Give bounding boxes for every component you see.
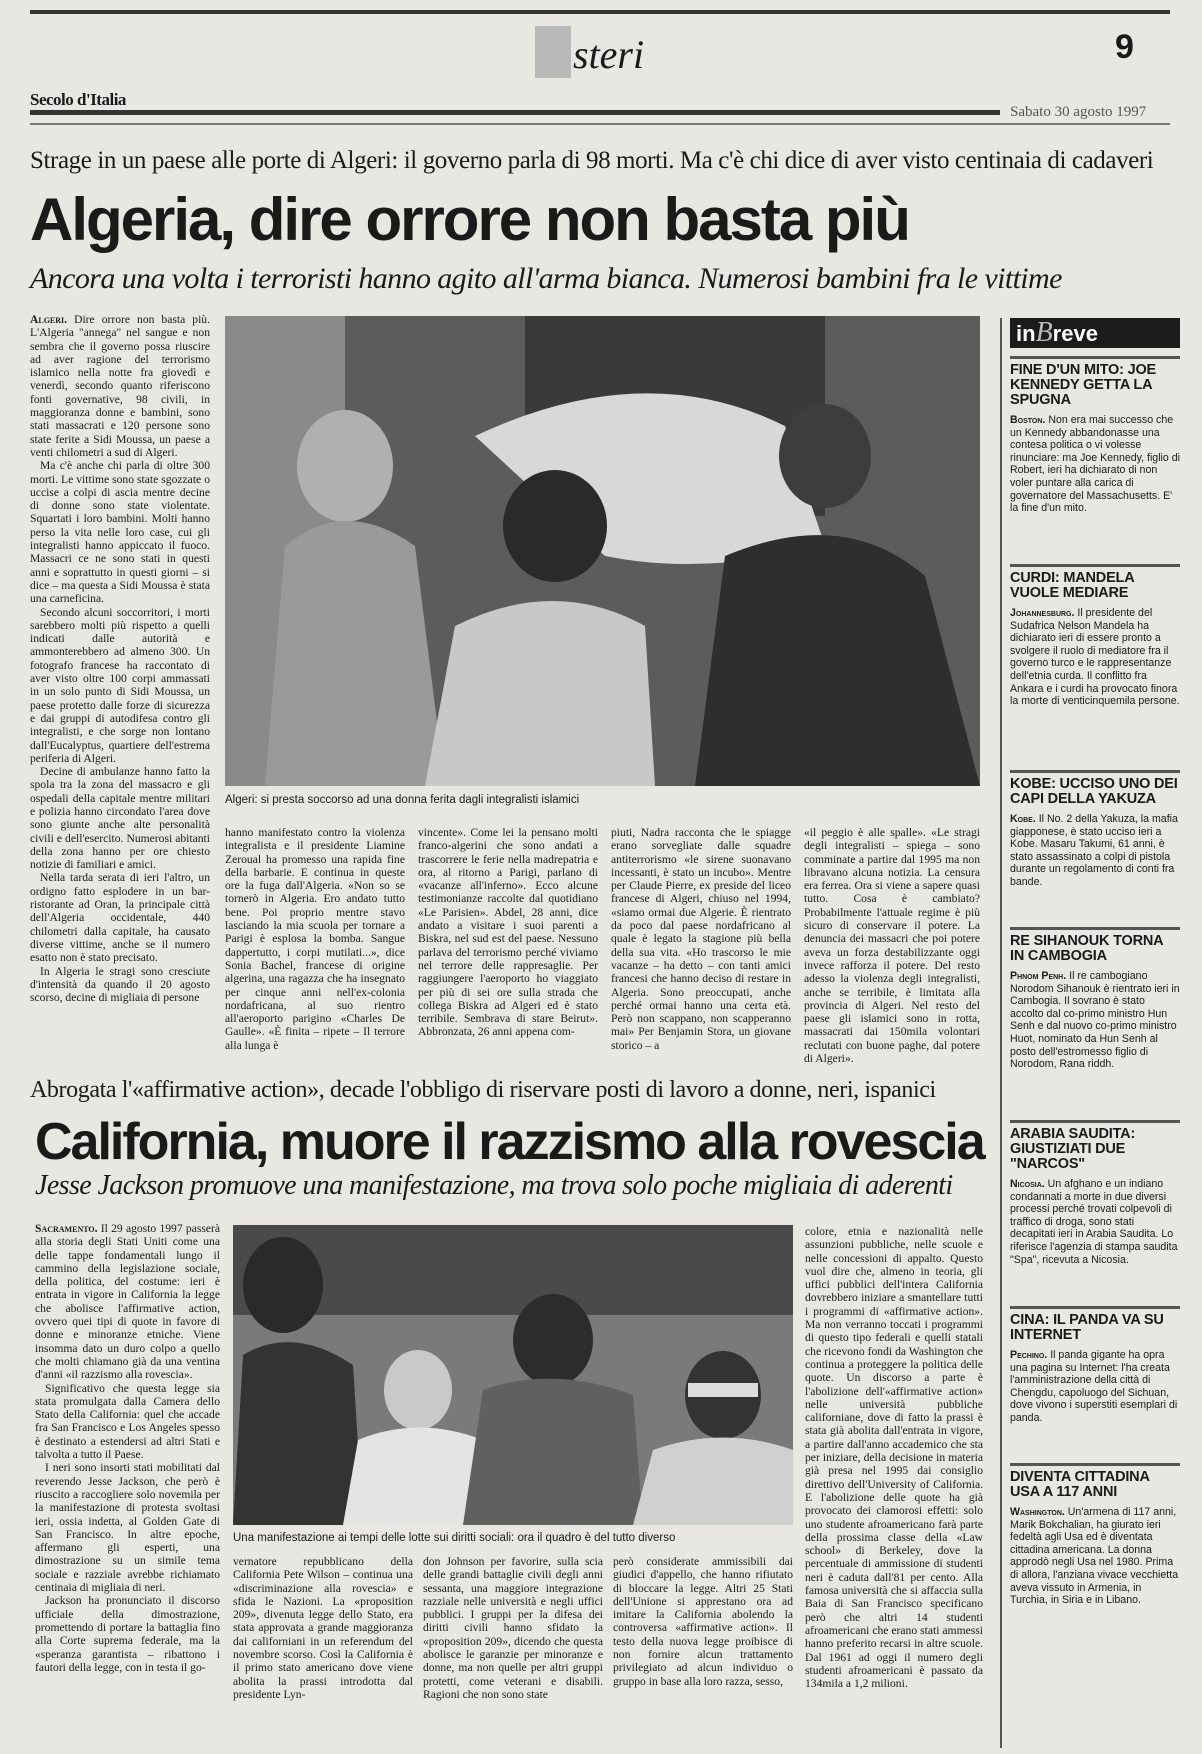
section-title xyxy=(535,26,644,86)
brief-dateline: Johannesburg. xyxy=(1010,607,1075,619)
brief-divider xyxy=(1010,927,1180,930)
brief-dateline: Kobe. xyxy=(1010,813,1036,825)
brief-item xyxy=(1010,356,1180,564)
brief-divider xyxy=(1010,1306,1180,1309)
story1-kicker: Strage in un paese alle porte di Algeri: il governo parla di 98 morti. Ma c'è chi dice di aver visto centinaia di cadaveri xyxy=(30,147,1154,174)
story2-col1-p2: Significativo che questa legge sia stata promulgata dalla Camera dello Stato della California: quel che accade fra San Francisco e Los Angeles spesso è destinato a estendersi ad altri Stati e talvolta a tutto il Paese. xyxy=(35,1381,220,1462)
brief-body: Il No. 2 della Yakuza, la mafia giapponese, è stato ucciso ieri a Kobe. Masaru Takumi, 61 anni, è stato assassinato a colpi di pistola durante un regolamento di conti fra bande. xyxy=(1010,813,1178,888)
story1-col4-text: piuti, Nadra racconta che le spiagge erano sorvegliate dalle squadre antiterrorismo «le sirene suonavano incessanti, è stato un incubo». Mentre per Claude Pierre, ex preside del liceo francese di Algeri, chiuso nel 1994, «siamo ormai due Algerie. È rientrato da poco dal paese nordafricano al quale è legato la stagione più bella della sua vita. «Ho trascorso le mie vacanze – ha detto – con tanti amici francesi che hanno deciso di restare in Algeria. Sono preoccupati, anche perché ormai hanno una certa età. Però non scappano, non scapperanno mai» Per Benjamin Stora, un giovane storico – a xyxy=(611,826,791,1052)
brief-item xyxy=(1010,1120,1180,1306)
story1-column-5 xyxy=(804,826,980,1066)
section-initial-block xyxy=(535,26,571,78)
brief-dateline: Boston. xyxy=(1010,414,1046,426)
brief-dateline: Pechino. xyxy=(1010,1349,1048,1361)
story1-col3-text: vincente». Come lei la pensano molti franco-algerini che sono andati a trascorrere le ferie nella madrepatria e ora, al ritorno a Parigi, parlano di «vacanze all'inferno». Ecco alcune testimonianze raccolte dal quotidiano «Le Parisien». Abdel, 28 anni, dice andato a visitare i suoi parenti a Biskra, nel sud est del paese. Nessuno parlava del terrorismo perché viviamo nel terrore delle rappresaglie. Per raggiungere l'aeroporto ho viaggiato per più di sei ore sulla strada che collega Biskra ad Algeri ed è stato terribile. Sembrava di stare Beirut». Abbronzata, 26 anni appena com- xyxy=(418,826,598,1039)
brief-divider xyxy=(1010,356,1180,359)
page-number: 9 xyxy=(1115,28,1134,66)
story1-deck: Ancora una volta i terroristi hanno agito all'arma bianca. Numerosi bambini fra le vittime xyxy=(30,262,1062,295)
paper-name: Secolo d'Italia xyxy=(30,90,126,109)
issue-date: Sabato 30 agosto 1997 xyxy=(1010,104,1147,120)
story1-column-3 xyxy=(418,826,598,1056)
story1-photo-caption: Algeri: si presta soccorso ad una donna ferita dagli integralisti islamici xyxy=(225,794,580,806)
story1-dateline: Algeri. xyxy=(30,313,68,326)
brief-body: Un'armena di 117 anni, Marik Bokchalian, ha giurato ieri fedeltà agli Usa ed è diventata cittadina americana. La donna approdò negli Usa nel 1980. Prima di allora, l'anziana vivace vecchietta aveva vissuto in Armenia, in Turchia, in Siria e in Libano. xyxy=(1010,1506,1179,1607)
brief-headline: DIVENTA CITTADINA USA A 117 ANNI xyxy=(1010,1469,1150,1500)
masthead-thin-rule xyxy=(30,123,1170,125)
brief-headline: CURDI: MANDELA VUOLE MEDIARE xyxy=(1010,570,1134,601)
brief-dateline: Nicosia. xyxy=(1010,1178,1045,1190)
story1-column-4 xyxy=(611,826,791,1056)
brief-divider xyxy=(1010,770,1180,773)
in-breve-title-in: in xyxy=(1016,321,1036,346)
story2-deck: Jesse Jackson promuove una manifestazione, ma trova solo poche migliaia di aderenti xyxy=(35,1170,953,1201)
story1-col1-p5: Nella tarda serata di ieri l'altro, un ordigno fatto esplodere in un bar-ristorante ad Oran, la principale città dell'Algeria occidentale, 440 chilometri dalla capitale, ha causato diverse vittime, anche se il numero esatto non è stato precisato. xyxy=(30,871,210,965)
brief-text xyxy=(1010,970,1180,1120)
story2-column-4 xyxy=(613,1555,793,1740)
story1-col5-text: «il peggio è alle spalle». «Le stragi degli integralisti – spiega – sono comminate a partire dal 1995 ma non libravano alcuna notizia. La censura era ferrea. Ora si viene a sapere quasi tutto. Cosa è cambiato? Probabilmente l'attuale regime è più sicuro di conservare il potere. La denuncia dei massacri che poi potere aveva un forza destabilizzante oggi invece rafforza il potere. Del resto adesso la violenza degli integralisti, anche se terribile, è limitata alla provincia di Algeri. Nel resto del paese gli islamici sono in rotta, massacrati dai 150mila volontari reclutati con buone paghe, dal potere di Algeri». xyxy=(804,826,980,1066)
story1-headline: Algeria, dire orrore non basta più xyxy=(30,186,909,253)
in-breve-title xyxy=(1010,318,1180,348)
brief-headline: ARABIA SAUDITA: GIUSTIZIATI DUE "NARCOS" xyxy=(1010,1126,1136,1172)
brief-text xyxy=(1010,1506,1180,1656)
story2-column-2 xyxy=(233,1555,413,1740)
story2-col2-text: vernatore repubblicano della California Pete Wilson – continua una «discriminazione alla rovescia» e sfida le Nazioni. La «proposition 209», divenuta legge dello Stato, era stata approvata a grande maggioranza dai californiani in un referendum del novembre scorso. Così la California è il primo stato americano dove viene abolita la prassi introdotta dal presidente Lyn- xyxy=(233,1555,413,1701)
story1-col1-p6: In Algeria le stragi sono cresciute d'intensità da quando il 20 agosto scorso, decine di migliaia di persone xyxy=(30,964,210,1005)
brief-text xyxy=(1010,414,1180,564)
in-breve-title-rest: reve xyxy=(1052,321,1098,346)
brief-divider xyxy=(1010,1120,1180,1123)
brief-body: Il re cambogiano Norodom Sihanouk è rientrato ieri in Cambogia. Il sovrano è stato accolto dal co-primo ministro Hun Senh e dal nuovo co-primo ministro Huot, nominato da Hun Senh al posto dell'estromesso figlio di Norodom, Rana riddh. xyxy=(1010,970,1180,1071)
brief-headline: FINE D'UN MITO: JOE KENNEDY GETTA LA SPUGNA xyxy=(1010,362,1157,408)
brief-text xyxy=(1010,1178,1180,1306)
brief-item xyxy=(1010,927,1180,1120)
story1-col1-p4: Decine di ambulanze hanno fatto la spola tra la zona del massacro e gli ospedali della capitale mentre militari e polizia hanno circondato l'area dove sono giunte anche alte personalità civili e dell'esercito. Numerosi abitanti della zona hanno per ore chiesto notizie di familiari e amici. xyxy=(30,765,210,872)
brief-item xyxy=(1010,564,1180,770)
brief-headline: RE SIHANOUK TORNA IN CAMBOGIA xyxy=(1010,933,1163,964)
story1-col2-text: hanno manifestato contro la violenza integralista e il presidente Liamine Zeroual ha promesso una rapida fine della barbarie. E continua in queste ore la fuga dall'Algeria. «Non so se tornerò in Algeria. Ero andato tutto bene. Poi proprio mentre stavo lasciando la mia scuola per tornare a Parigi è esplosa la bomba. Sangue dappertutto, i corpi mutilati...», dice Sonia Bachel, francese di origine algerina, una ragazza che ha insegnato per cinque anni nell'ex-colonia nordafricana, al suo rientro all'aeroporto parigino «Charles De Gaulle». «È finita – ripete – Il terrore alla lunga è xyxy=(225,826,405,1052)
brief-text xyxy=(1010,813,1180,927)
story1-photo xyxy=(225,316,980,786)
brief-headline: KOBE: UCCISO UNO DEI CAPI DELLA YAKUZA xyxy=(1010,776,1178,807)
story1-photo-illustration xyxy=(225,316,980,786)
brief-item xyxy=(1010,1463,1180,1656)
brief-item xyxy=(1010,1306,1180,1463)
story2-col1-p4: Jackson ha pronunciato il discorso ufficiale della dimostrazione, promettendo di portare la battaglia fino alla Corte suprema federale, ma la «speranza garantista – ribattono i fautori della legge, con in testa il go- xyxy=(35,1594,220,1674)
brief-text xyxy=(1010,607,1180,770)
brief-divider xyxy=(1010,1463,1180,1466)
masthead-rule xyxy=(30,110,1000,115)
story2-photo xyxy=(233,1225,793,1525)
story1-column-1 xyxy=(30,313,210,1053)
story1-col1-p3: Secondo alcuni soccorritori, i morti sarebbero molti più rispetto a quelli indicati dalle autorità e ammonterebbero ad almeno 300. Un fotografo francese ha raccontato di aver visto oltre 100 corpi ammassati in un solo punto di Sidi Moussa, un paese protetto dalle forze di sicurezza e dai gruppi di autodifesa contro gli integralisti, e che sorge non lontano dall'Eucalyptus, quartiere dell'estrema periferia di Algeri. xyxy=(30,605,210,765)
story2-col5-text: colore, etnia e nazionalità nelle assunzioni pubbliche, nelle scuole e nelle concessioni di appalto. Questo vuol dire che, almeno in teoria, gli uffici pubblici dell'intera California dovrebbero iniziare a smantellare tutti i programmi di «affirmative action». Ma non verranno toccati i programmi di questo tipo federali e quelli statali che ricevono fondi da Washington che continua a proteggere la politica delle quote. Un discorso a parte è l'abolizione dell'«affirmative action» nelle università pubbliche californiane, dove di fatto la prassi è stata già abolita dall'entrata in vigore, a partire dall'anno accademico che sta per iniziare, della decisione in materia già presa nel 1995 dai consiglio direttivo dell'University of California. E l'abolizione delle quote ha già provocato dei clamorosi effetti: solo uno studente afroamericano farà parte della prossima classe della «Law school» di Berkeley, dove la percentuale di ammissione di studenti neri è caduta dall'81 per cento. Alla famosa università che si affaccia sulla Baia di San Francisco specificano però che altri 14 studenti afroamericani che erano stati ammessi hanno preferito recarsi in altre scuole. Dal 1961 ad oggi il numero degli studenti afroamericani è passato da 134mila a 1,2 milioni. xyxy=(805,1225,983,1691)
story2-col1-p3: I neri sono insorti stati mobilitati dal reverendo Jesse Jackson, che però è riuscito a raccogliere solo novemila per la manifestazione di protesta svoltasi ieri, ossia indetta, al Golden Gate di San Francisco. In altre epoche, affermano gli esperti, una dimostrazione su un simile tema sociale e razziale avrebbe richiamato centinaia di migliaia di neri. xyxy=(35,1461,220,1595)
brief-body: Il presidente del Sudafrica Nelson Mandela ha dichiarato ieri di essere pronto a svolgere il ruolo di mediatore fra il governo turco e le rappresentanze dell'etnia curda. Il conflitto fra Ankara e i curdi ha provocato finora la morte di venticinquemila persone. xyxy=(1010,607,1180,708)
story1-column-2 xyxy=(225,826,405,1056)
story2-headline: California, muore il razzismo alla rovescia xyxy=(35,1113,984,1171)
brief-divider xyxy=(1010,564,1180,567)
section-word: steri xyxy=(573,32,645,77)
story2-column-3 xyxy=(423,1555,603,1740)
brief-dateline: Phnom Penh. xyxy=(1010,970,1067,982)
story2-column-1 xyxy=(35,1222,220,1742)
story2-col4-text: però considerate ammissibili dai giudici d'appello, che hanno rifiutato di bloccare la legge. Altri 25 Stati dell'Unione si apprestano ora ad imitare la California abolendo la controversa «affirmative action». Il testo della nuova legge proibisce di non fornire alcun trattamento privilegiato ad alcun individuo o gruppo in base alla loro razza, sesso, xyxy=(613,1555,793,1688)
brief-body: Un afghano e un indiano condannati a morte in due diversi processi perché trovati colpevoli di traffico di droga, sono stati decapitati ieri in Arabia Saudita. Lo riferisce l'agenzia di stampa saudita "Spa", ricevuta a Nicosia. xyxy=(1010,1178,1178,1266)
story2-col1-intro: Il 29 agosto 1997 passerà alla storia degli Stati Uniti come una delle tappe fondamentali lungo il cammino della legislazione sociale, della politica, del costume: ieri è entrata in vigore in California la legge che abolisce l'affirmative action, ovvero quei tipi di quote in favore di donne e minoranze etniche. Viene insomma dato un duro colpo a quello che molti chiamano già da una ventina d'anni «il razzismo alla rovescia». xyxy=(35,1222,220,1382)
story1-col1-intro: Dire orrore non basta più. L'Algeria "annega" nel sangue e non sembra che il governo possa riuscire ad aver ragione del terrorismo islamico nella notte fra giovedì e venerdì, secondo quanto riferiscono fonti governative, 98 civili, in maggioranza donne e bambini, sono stati massacrati e 120 persone sono state ferite a Sidi Moussa, un paese a venti chilometri a sud di Algeri. xyxy=(30,313,210,459)
top-rule xyxy=(30,10,1170,14)
brief-headline: CINA: IL PANDA VA SU INTERNET xyxy=(1010,1312,1164,1343)
story2-kicker: Abrogata l'«affirmative action», decade l'obbligo di riservare posti di lavoro a donne, neri, ispanici xyxy=(30,1077,936,1103)
story2-dateline: Sacramento. xyxy=(35,1222,98,1235)
story2-col3-text: don Johnson per favorire, sulla scia delle grandi battaglie civili degli anni sessanta, una maggiore integrazione razziale nelle università e negli uffici pubblici. I gruppi per la difesa dei diritti civili hanno sfidato la «proposition 209», dicendo che questa abolisce le garanzie per minoranze e donne, ma non quelle per altri gruppi protetti, come veterani e disabili. Ragioni che non sono state xyxy=(423,1555,603,1701)
brief-item xyxy=(1010,770,1180,927)
story2-photo-caption: Una manifestazione ai tempi delle lotte sui diritti sociali: ora il quadro è del tutto diverso xyxy=(233,1532,676,1544)
in-breve-title-b: B xyxy=(1035,317,1053,348)
story2-photo-illustration xyxy=(233,1225,793,1525)
brief-text xyxy=(1010,1349,1180,1463)
story1-col1-p2: Ma c'è anche chi parla di oltre 300 morti. Le vittime sono state sgozzate o uccise a colpi di ascia mentre decine di donne sono state violentate. Squartati i loro bambini. Molti hanno perso la vita nelle loro case, cui gli integralisti hanno appiccato il fuoco. Massacri ce ne sono stati in questi anni e soprattutto in questi giorni – si dice – ma questa a Sidi Moussa è stata una carneficina. xyxy=(30,459,210,606)
brief-body: Non era mai successo che un Kennedy abbandonasse una contesa politica o vi volesse rinunciare: ma Joe Kennedy, figlio di Robert, ieri ha dichiarato di non voler puntare alla carica di governatore del Massachusetts. E' la fine d'un mito. xyxy=(1010,414,1180,515)
story2-column-5 xyxy=(805,1225,983,1740)
brief-body: Il panda gigante ha opra una pagina su Internet: l'ha creata l'amministrazione della città di Chengdu, capoluogo del Sichuan, dove vivono i superstiti esemplari di panda. xyxy=(1010,1349,1178,1424)
in-breve-sidebar xyxy=(1000,318,1180,1748)
brief-dateline: Washington. xyxy=(1010,1506,1065,1518)
